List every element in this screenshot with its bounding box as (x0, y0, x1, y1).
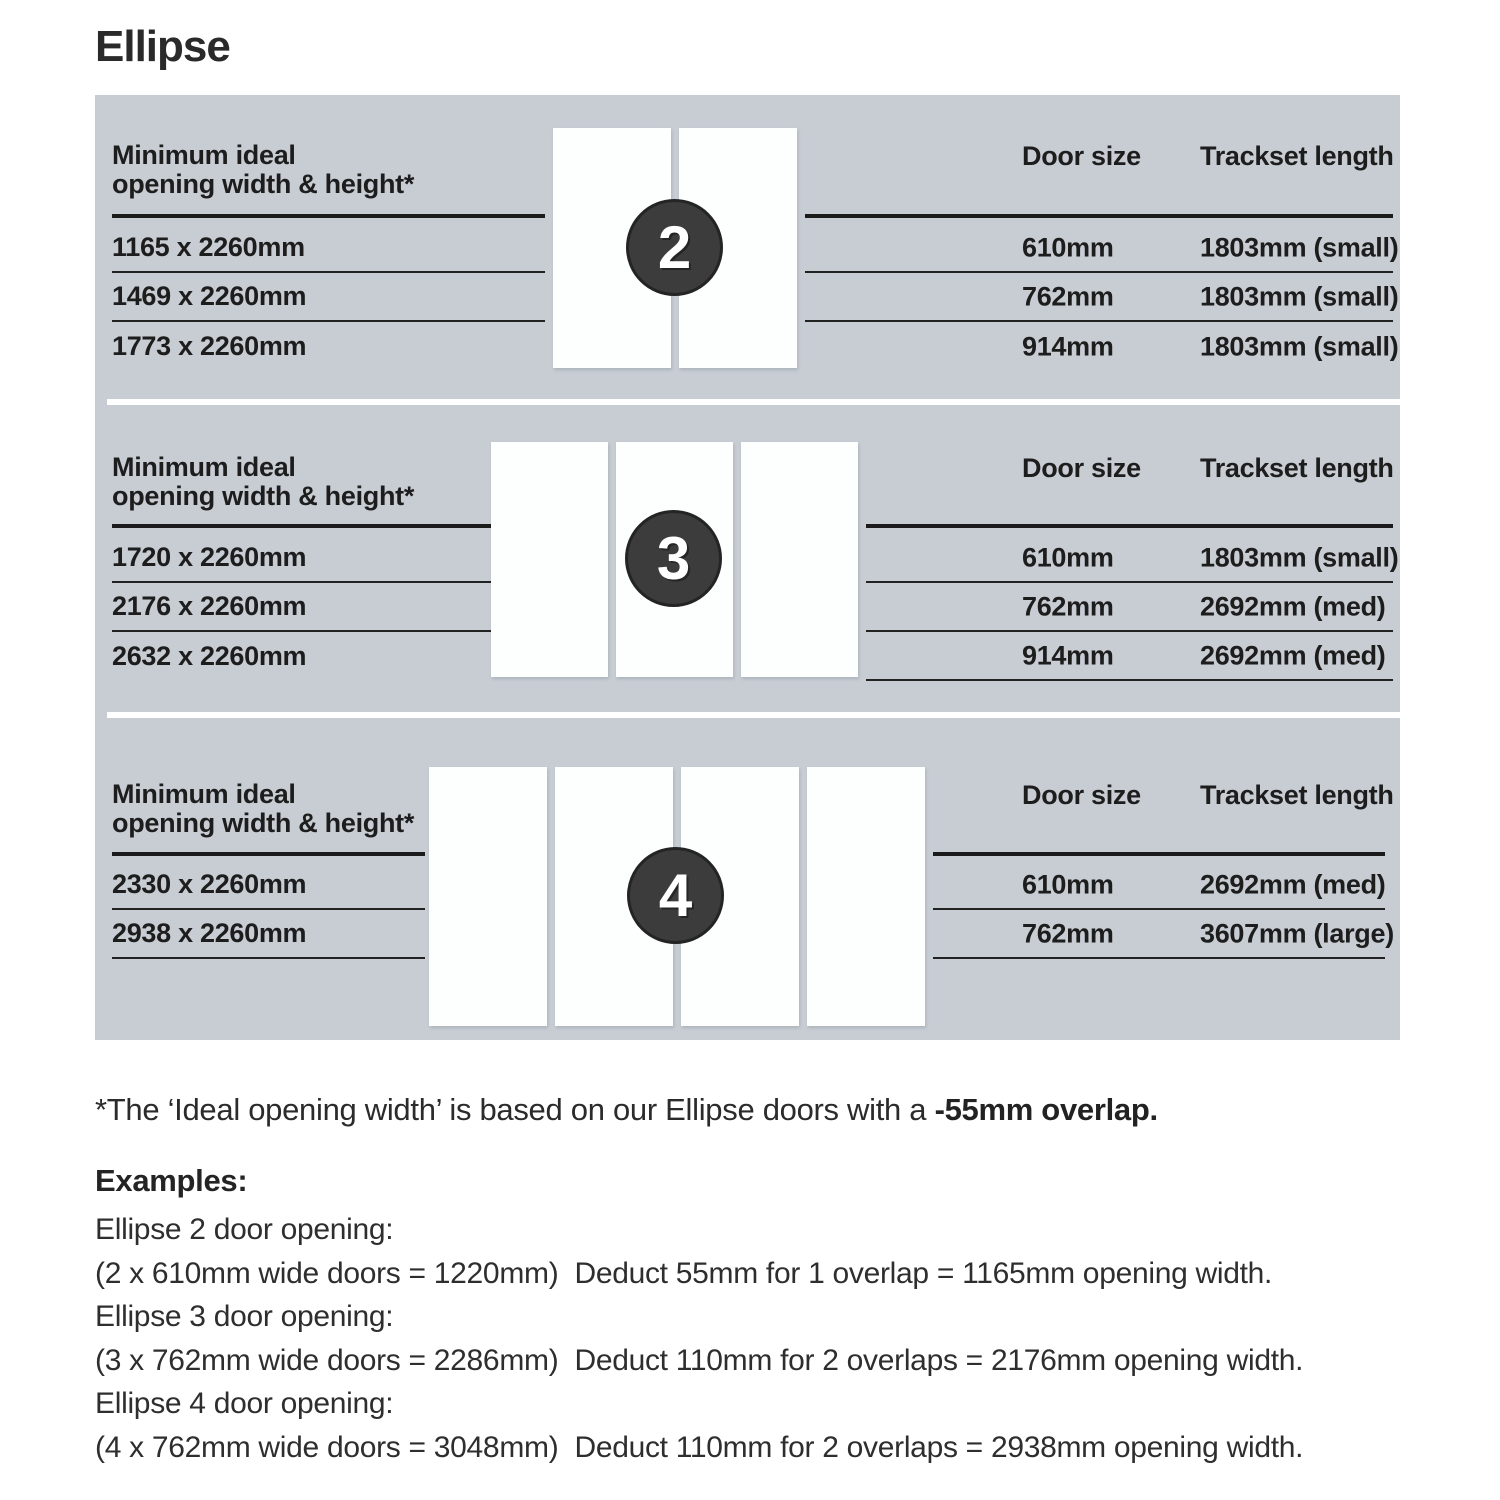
table-row (866, 632, 1393, 681)
opening-size-value: 2632 x 2260mm (112, 641, 307, 671)
min-opening-header (112, 141, 414, 199)
example-line: (3 x 762mm wide doors = 2286mm) Deduct 110mm for 2 overlaps = 2176mm opening width. (95, 1343, 1304, 1377)
door-size-value: 762mm (1022, 281, 1114, 311)
door-size-value: 610mm (1022, 542, 1114, 572)
opening-size-row (112, 861, 425, 910)
example-line: Ellipse 2 door opening: (95, 1213, 394, 1246)
right-table-header-rule (933, 852, 1385, 856)
table-row (866, 534, 1399, 583)
door-size-value: 914mm (1022, 640, 1114, 670)
examples-list (95, 1208, 1425, 1469)
opening-size-row (112, 583, 492, 632)
opening-size-value: 1773 x 2260mm (112, 331, 307, 361)
min-opening-header-line2: opening width & height* (112, 169, 415, 199)
door-panel (741, 442, 858, 677)
example-line: Ellipse 3 door opening: (95, 1300, 394, 1333)
left-table-rows (112, 224, 545, 371)
table-row (805, 224, 1399, 273)
left-table-header-rule (112, 214, 545, 218)
table-row (933, 861, 1385, 910)
left-table-rows (112, 861, 425, 959)
example-line: (4 x 762mm wide doors = 3048mm) Deduct 110mm for 2 overlaps = 2938mm opening width. (95, 1430, 1304, 1464)
door-size-value: 914mm (1022, 331, 1114, 361)
door-size-header: Door size (1022, 453, 1141, 483)
min-opening-header (112, 453, 414, 511)
left-table-rows (112, 534, 492, 681)
door-count-badge: 2 (626, 199, 723, 296)
opening-size-value: 1469 x 2260mm (112, 281, 307, 311)
opening-size-value: 2938 x 2260mm (112, 918, 307, 948)
opening-size-row (112, 632, 492, 681)
opening-size-row (112, 534, 492, 583)
spec-panel (95, 95, 1400, 1040)
section-4-door (95, 718, 1400, 1040)
trackset-length-value: 1803mm (small) (1200, 331, 1399, 361)
section-3-door (95, 405, 1400, 712)
door-panel (491, 442, 608, 677)
opening-size-value: 2330 x 2260mm (112, 869, 307, 899)
min-opening-header (112, 780, 414, 838)
footnote (95, 1092, 1158, 1128)
table-row (866, 583, 1393, 632)
example-line: Ellipse 4 door opening: (95, 1387, 394, 1420)
right-table-header-rule (866, 524, 1393, 528)
trackset-length-header: Trackset length (1200, 141, 1394, 171)
left-table-header-rule (112, 524, 492, 528)
right-table-rows (805, 224, 1399, 371)
opening-size-value: 1720 x 2260mm (112, 542, 307, 572)
opening-size-value: 1165 x 2260mm (112, 232, 305, 262)
trackset-length-value: 1803mm (small) (1200, 542, 1399, 572)
door-count-badge: 4 (627, 847, 724, 944)
door-size-value: 610mm (1022, 869, 1114, 899)
trackset-length-header: Trackset length (1200, 453, 1394, 483)
door-count-badge: 3 (625, 510, 722, 607)
min-opening-header-line2: opening width & height* (112, 481, 415, 511)
page-title: Ellipse (95, 22, 230, 71)
trackset-length-value: 3607mm (large) (1200, 918, 1394, 948)
door-size-value: 610mm (1022, 232, 1114, 262)
table-row (805, 273, 1399, 322)
min-opening-header-line1: Minimum ideal (112, 140, 296, 170)
door-size-header: Door size (1022, 141, 1141, 171)
door-size-value: 762mm (1022, 918, 1114, 948)
trackset-length-value: 2692mm (med) (1200, 591, 1386, 621)
min-opening-header-line1: Minimum ideal (112, 779, 296, 809)
trackset-length-value: 2692mm (med) (1200, 869, 1386, 899)
right-table-rows (866, 534, 1399, 681)
opening-size-value: 2176 x 2260mm (112, 591, 307, 621)
examples-heading: Examples: (95, 1163, 248, 1198)
opening-size-row (112, 273, 545, 322)
section-2-door (95, 95, 1400, 399)
door-size-value: 762mm (1022, 591, 1114, 621)
trackset-length-value: 1803mm (small) (1200, 232, 1399, 262)
min-opening-header-line1: Minimum ideal (112, 452, 296, 482)
trackset-length-value: 2692mm (med) (1200, 640, 1386, 670)
right-table-header-rule (805, 214, 1393, 218)
right-table-rows (933, 861, 1394, 959)
trackset-length-value: 1803mm (small) (1200, 281, 1399, 311)
door-size-header: Door size (1022, 780, 1141, 810)
table-row (933, 910, 1394, 959)
footnote-overlap-bold: -55mm overlap. (934, 1092, 1158, 1127)
opening-size-row (112, 910, 425, 959)
opening-size-row (112, 224, 545, 273)
opening-size-row (112, 322, 545, 371)
door-panel (807, 767, 925, 1026)
table-row (805, 322, 1399, 371)
min-opening-header-line2: opening width & height* (112, 808, 415, 838)
door-panel (429, 767, 547, 1026)
example-line: (2 x 610mm wide doors = 1220mm) Deduct 55mm for 1 overlap = 1165mm opening width. (95, 1256, 1273, 1290)
footnote-text: *The ‘Ideal opening width’ is based on our Ellipse doors with a (95, 1092, 935, 1127)
left-table-header-rule (112, 852, 425, 856)
trackset-length-header: Trackset length (1200, 780, 1394, 810)
